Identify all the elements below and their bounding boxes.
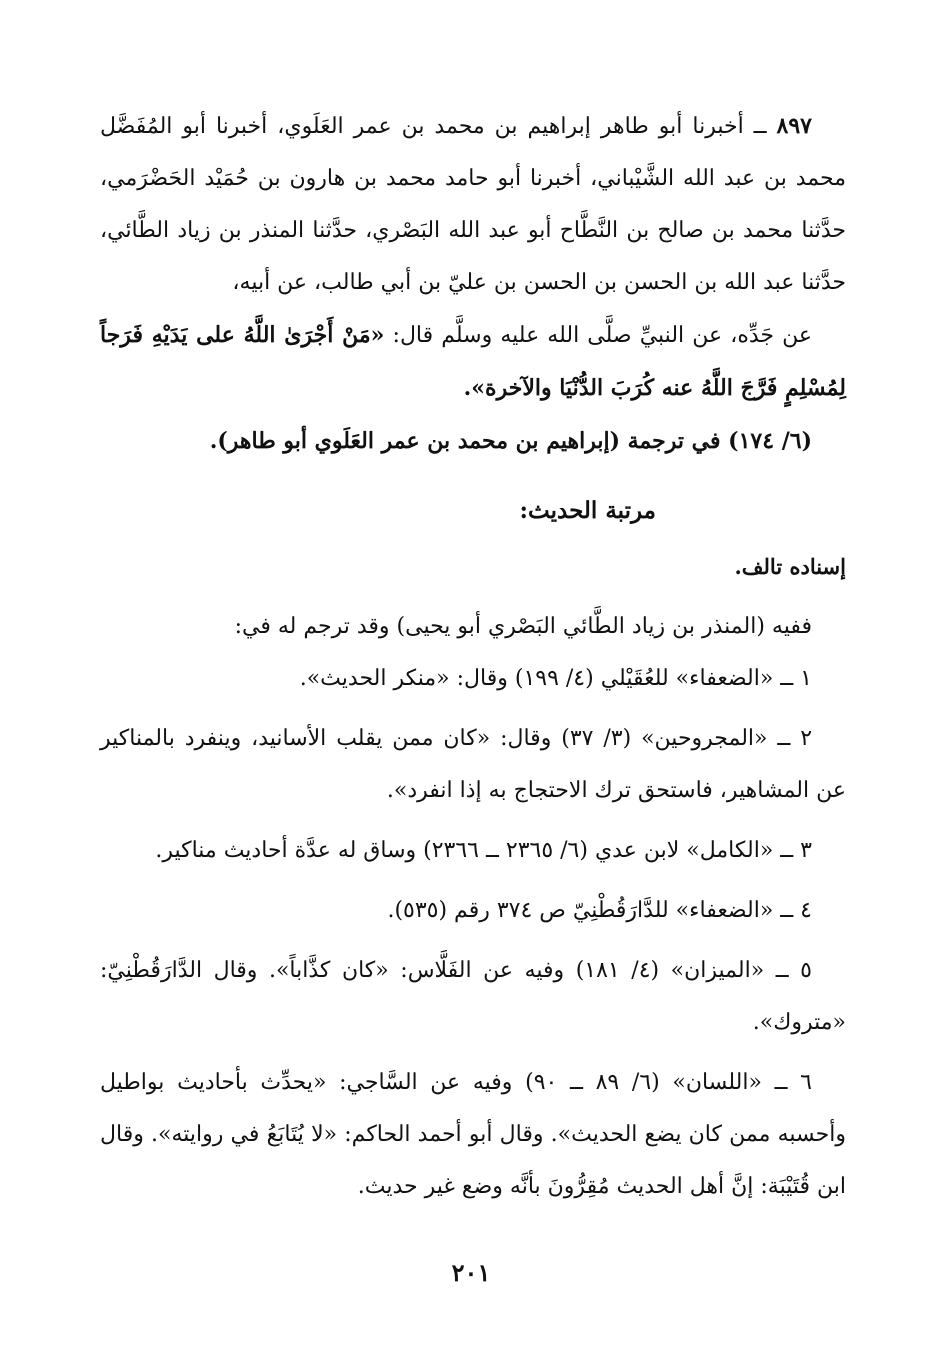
source-item-6: ٦ ــ «اللسان» (٦/ ٨٩ ــ ٩٠) وفيه عن السَّاجي: «يحدِّث بأحاديث بواطيل وأحسبه ممن كان يضع الحديث». وقال أبو أحمد الحاكم: «لا يُتَابَعُ في روايته». وقال ابن قُتَيْبَة: إنَّ أهل الحديث مُقِرُّونَ بأنَّه وضع غير حديث. xyxy=(100,1070,846,1199)
matn-text: «مَنْ أَجْرَىٰ اللَّهُ على يَدَيْهِ فَرَجاً لِمُسْلِمٍ فَرَّجَ اللَّهُ عنه كُرَبَ الدُّنْيَا والآخرة». xyxy=(100,322,846,401)
hadith-reference: (٦/ ١٧٤) في ترجمة (إبراهيم بن محمد بن عمر العَلَوي أبو طاهر). xyxy=(209,428,812,454)
source-item-5: ٥ ــ «الميزان» (٤/ ١٨١) وفيه عن الفَلَّاس: «كان كذَّاباً». وقال الدَّارَقُطْنِيّ: «متروك». xyxy=(100,958,846,1035)
source-item-4: ٤ ــ «الضعفاء» للدَّارَقُطْنِيّ ص ٣٧٤ رقم (٥٣٥). xyxy=(387,898,812,923)
hadith-matn xyxy=(100,309,846,415)
source-item-2: ٢ ــ «المجروحين» (٣/ ٣٧) وقال: «كان ممن يقلب الأسانيد، وينفرد بالمناكير عن المشاهير، فاستحق ترك الاحتجاج به إذا انفرد». xyxy=(100,726,846,803)
document-page xyxy=(100,100,846,1213)
source-item-3: ٣ ــ «الكامل» لابن عدي (٦/ ٢٣٦٥ ــ ٢٣٦٦) وساق له عدَّة أحاديث مناكير. xyxy=(155,838,812,863)
grading-text: إسناده تالف. xyxy=(734,554,846,579)
hadith-number: ٨٩٧ xyxy=(776,113,812,139)
section-title: مرتبة الحديث: xyxy=(519,497,656,524)
hadith-isnad xyxy=(100,100,846,309)
narrator-intro: ففيه (المنذر بن زياد الطَّائي البَصْري أبو يحيى) وقد ترجم له في: xyxy=(234,614,812,639)
page-number: ٢٠١ xyxy=(451,1258,491,1287)
isnad-text: ــ أخبرنا أبو طاهر إبراهيم بن محمد بن عمر العَلَوي، أخبرنا أبو المُفَضَّل محمد بن عبد الله الشَّيْباني، أخبرنا أبو حامد محمد بن هارون بن حُمَيْد الحَضْرَمي، حدَّثنا محمد بن صالح بن النَّطَّاح أبو عبد الله البَصْري، حدَّثنا المنذر بن زياد الطَّائي، حدَّثنا عبد الله بن الحسن بن الحسن بن عليّ بن أبي طالب، عن أبيه، xyxy=(100,114,846,295)
matn-intro: عن جَدِّه، عن النبيِّ صلَّى الله عليه وسلَّم قال: xyxy=(392,323,812,348)
source-item-1: ١ ــ «الضعفاء» للعُقَيْلي (٤/ ١٩٩) وقال: «منكر الحديث». xyxy=(299,666,812,691)
